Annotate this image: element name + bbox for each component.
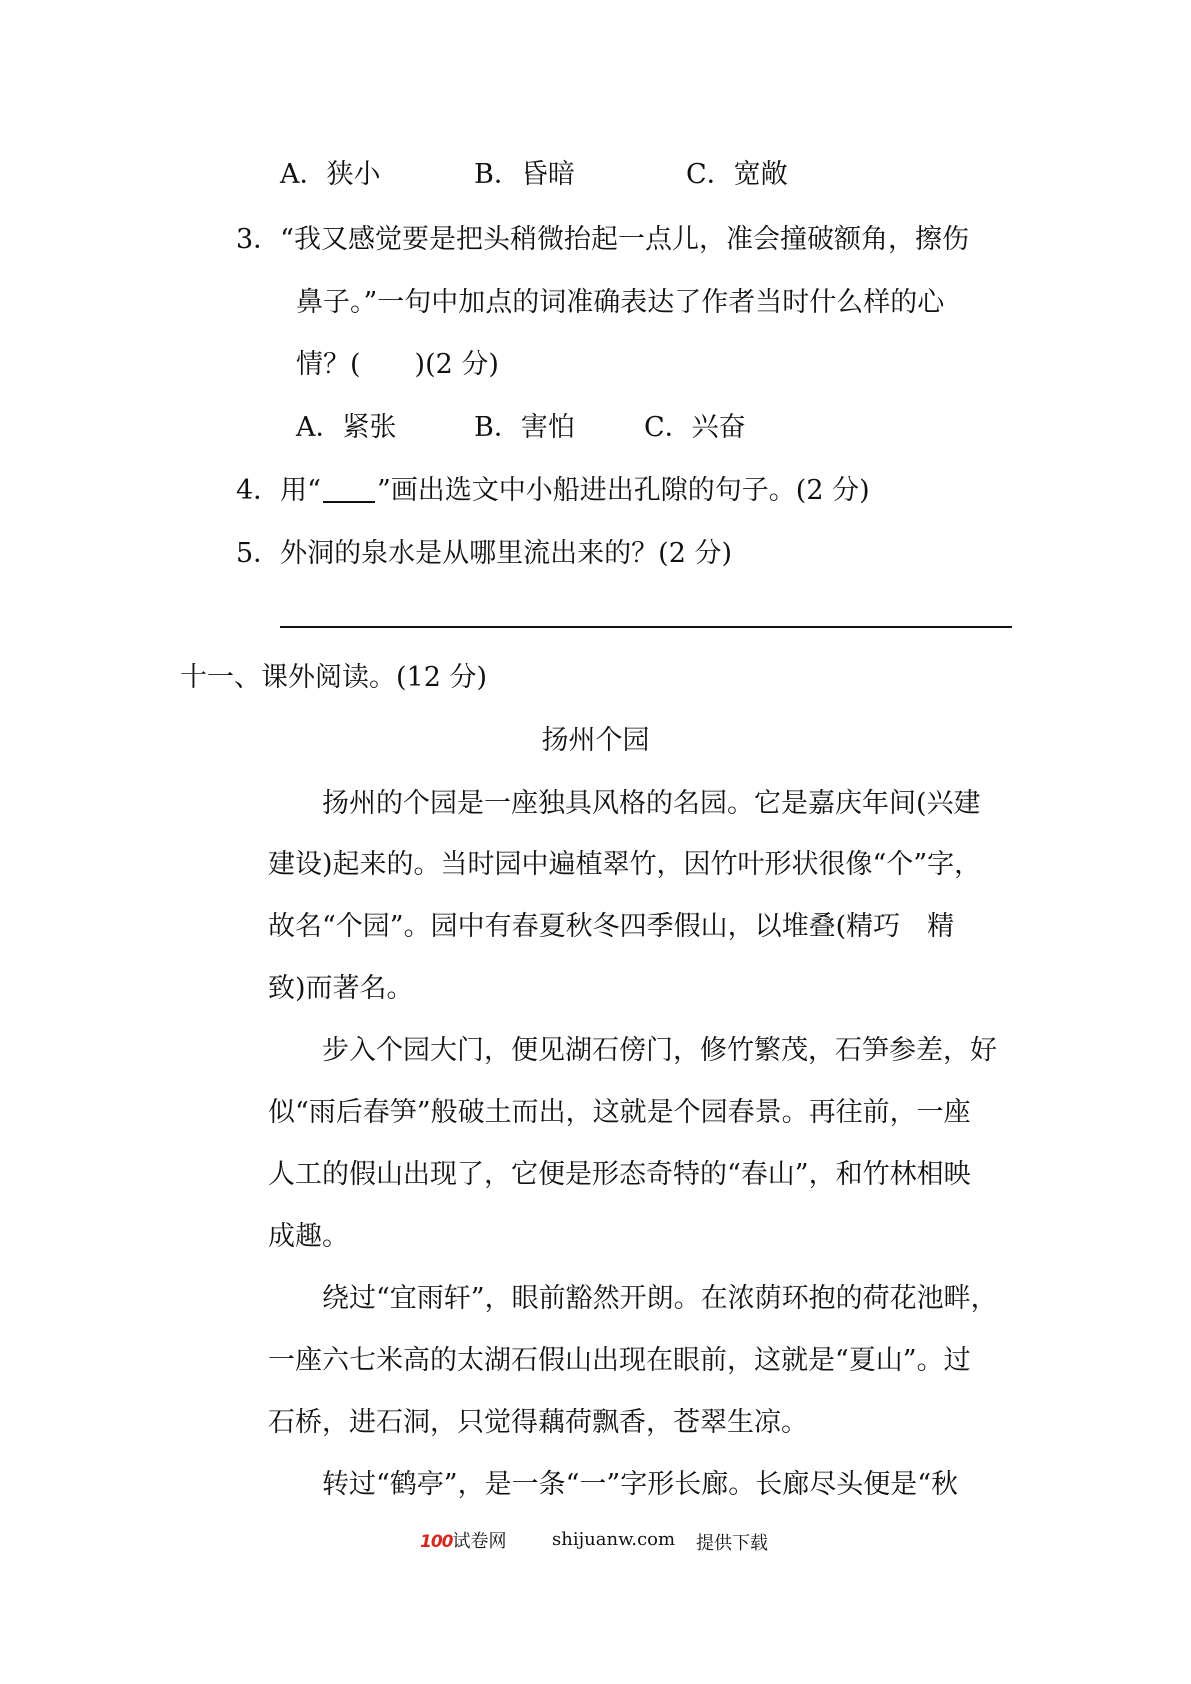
q3-line-3: 情？( )(2 分) — [296, 349, 499, 380]
page-footer — [0, 1525, 1191, 1555]
passage-line: 成趣。 — [268, 1221, 349, 1252]
passage-line: 故名“个园”。园中有春夏秋冬四季假山，以堆叠(精巧 精 — [268, 911, 955, 942]
q3-option-b: B．害怕 — [474, 412, 575, 443]
footer-logo-text: 试卷网 — [452, 1531, 507, 1552]
footer-note: 提供下载 — [696, 1533, 768, 1554]
section-11-heading: 十一、课外阅读。(12 分) — [180, 662, 488, 693]
passage-line: 步入个园大门，便见湖石傍门，修竹繁茂，石笋参差，好 — [268, 1035, 997, 1066]
q5-answer-line — [280, 626, 1012, 628]
footer-logo — [420, 1527, 507, 1553]
q2-option-a: A．狭小 — [280, 159, 381, 190]
passage-line: 建设)起来的。当时园中遍植翠竹，因竹叶形状很像“个”字， — [268, 849, 982, 880]
q3-line-2: 鼻子。”一句中加点的词准确表达了作者当时什么样的心 — [296, 287, 945, 318]
q4-text-after: ”画出选文中小船进出孔隙的句子。(2 分) — [376, 475, 870, 506]
passage-line: 绕过“宜雨轩”，眼前豁然开朗。在浓荫环抱的荷花池畔， — [268, 1283, 998, 1314]
passage-title: 扬州个园 — [541, 725, 650, 756]
footer-site[interactable]: shijuanw.com — [552, 1529, 676, 1550]
q4-underline-blank — [323, 501, 375, 503]
q2-option-b: B．昏暗 — [474, 159, 575, 190]
passage-line: 致)而著名。 — [268, 973, 414, 1004]
q5-line: 5．外洞的泉水是从哪里流出来的？(2 分) — [236, 538, 733, 569]
q4-text-before: 4．用“ — [236, 475, 321, 506]
passage-line: 一座六七米高的太湖石假山出现在眼前，这就是“夏山”。过 — [268, 1345, 971, 1376]
passage-line: 石桥，进石洞，只觉得藕荷飘香，苍翠生凉。 — [268, 1407, 808, 1438]
passage-line: 人工的假山出现了，它便是形态奇特的“春山”，和竹林相映 — [268, 1159, 971, 1190]
q4-line — [236, 473, 870, 509]
logo-100-icon: 100 — [420, 1532, 453, 1552]
q3-option-a: A．紧张 — [296, 412, 397, 443]
q3-line-1: 3．“我又感觉要是把头稍微抬起一点儿，准会撞破额角，擦伤 — [236, 224, 969, 255]
q3-option-c: C．兴奋 — [644, 412, 746, 443]
passage-line: 扬州的个园是一座独具风格的名园。它是嘉庆年间(兴建 — [268, 788, 981, 819]
passage-line: 转过“鹤亭”，是一条“一”字形长廊。长廊尽头便是“秋 — [268, 1469, 959, 1500]
q2-option-c: C．宽敞 — [686, 159, 788, 190]
passage-line: 似“雨后春笋”般破土而出，这就是个园春景。再往前，一座 — [268, 1097, 971, 1128]
